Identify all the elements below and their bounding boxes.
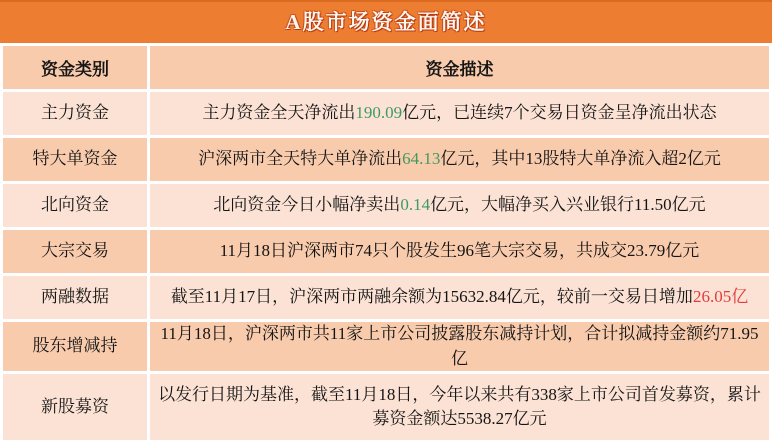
table-row xyxy=(3,322,769,371)
description-text: 北向资金今日小幅净卖出 xyxy=(213,195,401,215)
category-cell: 大宗交易 xyxy=(3,230,147,273)
description-text: 截至11月17日，沪深两市两融余额为15632.84亿元，较前一交易日增加 xyxy=(170,287,693,307)
category-cell: 北向资金 xyxy=(3,184,147,227)
description-cell xyxy=(150,374,769,440)
description-text: 沪深两市全天特大单净流出 xyxy=(198,149,403,169)
category-cell: 两融数据 xyxy=(3,276,147,319)
highlight-number: 190.09 xyxy=(355,103,403,123)
table-body xyxy=(3,92,769,440)
table-row xyxy=(3,276,769,319)
highlight-number: 26.05亿 xyxy=(692,287,749,307)
category-cell: 股东增减持 xyxy=(3,322,147,371)
table-row xyxy=(3,184,769,227)
fund-table xyxy=(0,43,772,442)
description-text: 以发行日期为基准，截至11月18日，今年以来共有338家上市公司首发募资，累计募资金额达5538.27亿元 xyxy=(158,384,761,429)
page-title: A股市场资金面简述 xyxy=(0,0,772,43)
table-row xyxy=(3,230,769,273)
description-text: 亿元，已连续7个交易日资金呈净流出状态 xyxy=(402,103,717,123)
description-text: 11月18日，沪深两市共11家上市公司披露股东减持计划，合计拟减持金额约71.95亿 xyxy=(160,324,759,368)
table-header-row xyxy=(3,46,769,89)
description-cell xyxy=(150,184,769,227)
description-text: 11月18日沪深两市74只个股发生96笔大宗交易，共成交23.79亿元 xyxy=(219,241,700,261)
description-cell xyxy=(150,276,769,319)
description-cell xyxy=(150,92,769,135)
highlight-number: 64.13 xyxy=(402,149,441,169)
column-header-description: 资金描述 xyxy=(150,46,769,89)
category-cell: 新股募资 xyxy=(3,374,147,440)
table-row xyxy=(3,138,769,181)
description-cell xyxy=(150,322,769,371)
column-header-category: 资金类别 xyxy=(3,46,147,89)
table-row xyxy=(3,92,769,135)
category-cell: 主力资金 xyxy=(3,92,147,135)
description-cell xyxy=(150,230,769,273)
description-text: 亿元，其中13股特大单净流入超2亿元 xyxy=(440,149,721,169)
table-row xyxy=(3,374,769,440)
description-text: 亿元，大幅净买入兴业银行11.50亿元 xyxy=(430,195,706,215)
description-cell xyxy=(150,138,769,181)
category-cell: 特大单资金 xyxy=(3,138,147,181)
description-text: 主力资金全天净流出 xyxy=(202,103,356,123)
highlight-number: 0.14 xyxy=(400,195,431,215)
